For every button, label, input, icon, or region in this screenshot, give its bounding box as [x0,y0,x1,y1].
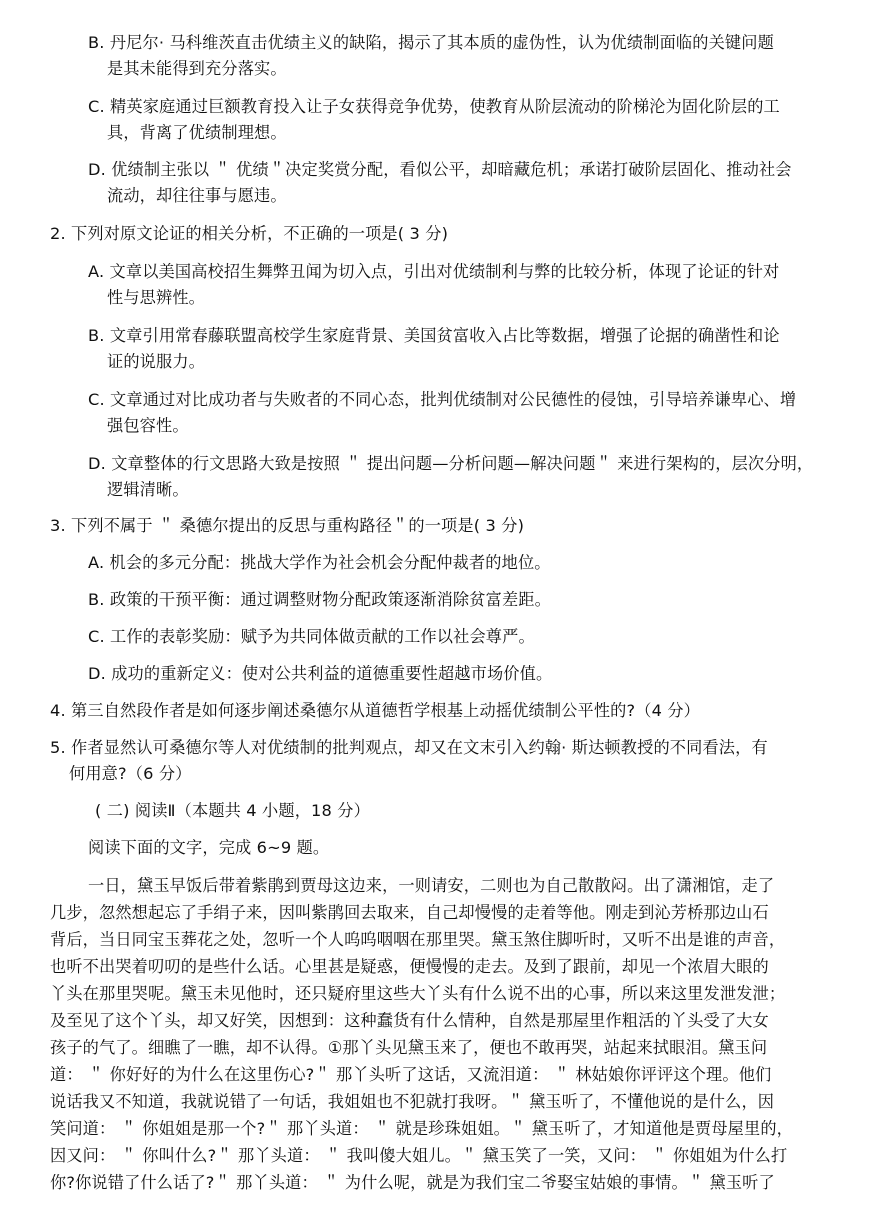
q3-stem: 3. 下列不属于 ＂ 桑德尔提出的反思与重构路径＂的一项是( 3 分) [50,516,525,535]
passage-line: 及至见了这个丫头，却又好笑，因想到：这种蠢货有什么情种，自然是那屋里作粗活的丫头受了大女 [50,1011,769,1030]
passage-line: 笑问道： ＂ 你姐姐是那一个?＂ 那丫头道： ＂ 就是珍珠姐姐。＂ 黛玉听了，才知道他是贾母屋里的， [50,1119,794,1138]
passage-line: 你?你说错了什么话了?＂ 那丫头道： ＂ 为什么呢，就是为我们宝二爷娶宝姑娘的事情。＂ 黛玉听了 [50,1173,775,1192]
passage-line: 说话我又不知道，我就说错了一句话，我姐姐也不犯就打我呀。＂ 黛玉听了，不懂他说的是什么，因 [50,1092,775,1111]
q1-option-d-line1: D. 优绩制主张以 ＂ 优绩＂决定奖赏分配，看似公平，却暗藏危机；承诺打破阶层固化、推动社会 [88,160,792,179]
q2-option-a-line1: A. 文章以美国高校招生舞弊丑闻为切入点，引出对优绩制利与弊的比较分析，体现了论证的针对 [88,262,780,281]
q1-option-c-line1: C. 精英家庭通过巨额教育投入让子女获得竞争优势，使教育从阶层流动的阶梯沦为固化阶层的工 [88,97,780,116]
q1-option-c-line2: 具，背离了优绩制理想。 [107,123,287,142]
q3-option-b: B. 政策的干预平衡：通过调整财物分配政策逐渐消除贫富差距。 [88,590,551,609]
passage-line: 几步，忽然想起忘了手绢子来，因叫紫鹃回去取来，自己却慢慢的走着等他。刚走到沁芳桥那边山石 [50,903,769,922]
q3-option-c: C. 工作的表彰奖励：赋予为共同体做贡献的工作以社会尊严。 [88,627,535,646]
q1-option-d-line2: 流动，却往往事与愿违。 [107,186,287,205]
q4-stem: 4. 第三自然段作者是如何逐步阐述桑德尔从道德哲学根基上动摇优绩制公平性的?（4 分） [50,701,701,720]
passage-line: 孩子的气了。细瞧了一瞧，却不认得。①那丫头见黛玉来了，便也不敢再哭，站起来拭眼泪。黛玉问 [50,1038,768,1057]
q2-option-b-line1: B. 文章引用常春藤联盟高校学生家庭背景、美国贫富收入占比等数据，增强了论据的确凿性和论 [88,326,780,345]
passage-line: 丫头在那里哭呢。黛玉未见他时，还只疑府里这些大丫头有什么说不出的心事，所以来这里发泄发泄； [50,984,786,1003]
q2-stem: 2. 下列对原文论证的相关分析，不正确的一项是( 3 分) [50,224,449,243]
q2-option-b-line2: 证的说服力。 [107,352,206,371]
passage-line: 背后，当日同宝玉葬花之处，忽听一个人呜呜咽咽在那里哭。黛玉煞住脚听时，又听不出是谁的声音， [50,930,786,949]
passage-line: 道： ＂ 你好好的为什么在这里伤心?＂ 那丫头听了这话，又流泪道： ＂ 林姑娘你评评这个理。他们 [50,1065,772,1084]
passage-line: 一日，黛玉早饭后带着紫鹃到贾母这边来，一则请安，二则也为自己散散闷。出了潇湘馆，走了 [88,876,775,895]
q2-option-d-line1: D. 文章整体的行文思路大致是按照 ＂ 提出问题—分析问题—解决问题＂ 来进行架构的，层次分明， [88,454,814,473]
q5-stem-line2: 何用意?（6 分） [69,764,192,783]
section-title: ( 二) 阅读Ⅱ（本题共 4 小题，18 分） [95,801,370,820]
q2-option-c-line2: 强包容性。 [107,416,189,435]
reading-instruction: 阅读下面的文字，完成 6~9 题。 [88,838,330,857]
q1-option-b-line1: B. 丹尼尔· 马科维茨直击优绩主义的缺陷，揭示了其本质的虚伪性，认为优绩制面临的关键问题 [88,33,774,52]
q1-option-b-line2: 是其未能得到充分落实。 [107,59,287,78]
passage-line: 也听不出哭着叨叨的是些什么话。心里甚是疑惑，便慢慢的走去。及到了跟前，却见一个浓眉大眼的 [50,957,769,976]
q3-option-a: A. 机会的多元分配：挑战大学作为社会机会分配仲裁者的地位。 [88,553,551,572]
q3-option-d: D. 成功的重新定义：使对公共利益的道德重要性超越市场价值。 [88,664,553,683]
q5-stem-line1: 5. 作者显然认可桑德尔等人对优绩制的批判观点，却又在文末引入约翰· 斯达顿教授的不同看法，有 [50,738,768,757]
passage-line: 因又问： ＂ 你叫什么?＂ 那丫头道： ＂ 我叫傻大姐儿。＂ 黛玉笑了一笑，又问： ＂ 你姐姐为什么打 [50,1146,788,1165]
q2-option-d-line2: 逻辑清晰。 [107,480,189,499]
q2-option-c-line1: C. 文章通过对比成功者与失败者的不同心态，批判优绩制对公民德性的侵蚀，引导培养谦卑心、增 [88,390,797,409]
q2-option-a-line2: 性与思辨性。 [107,288,206,307]
